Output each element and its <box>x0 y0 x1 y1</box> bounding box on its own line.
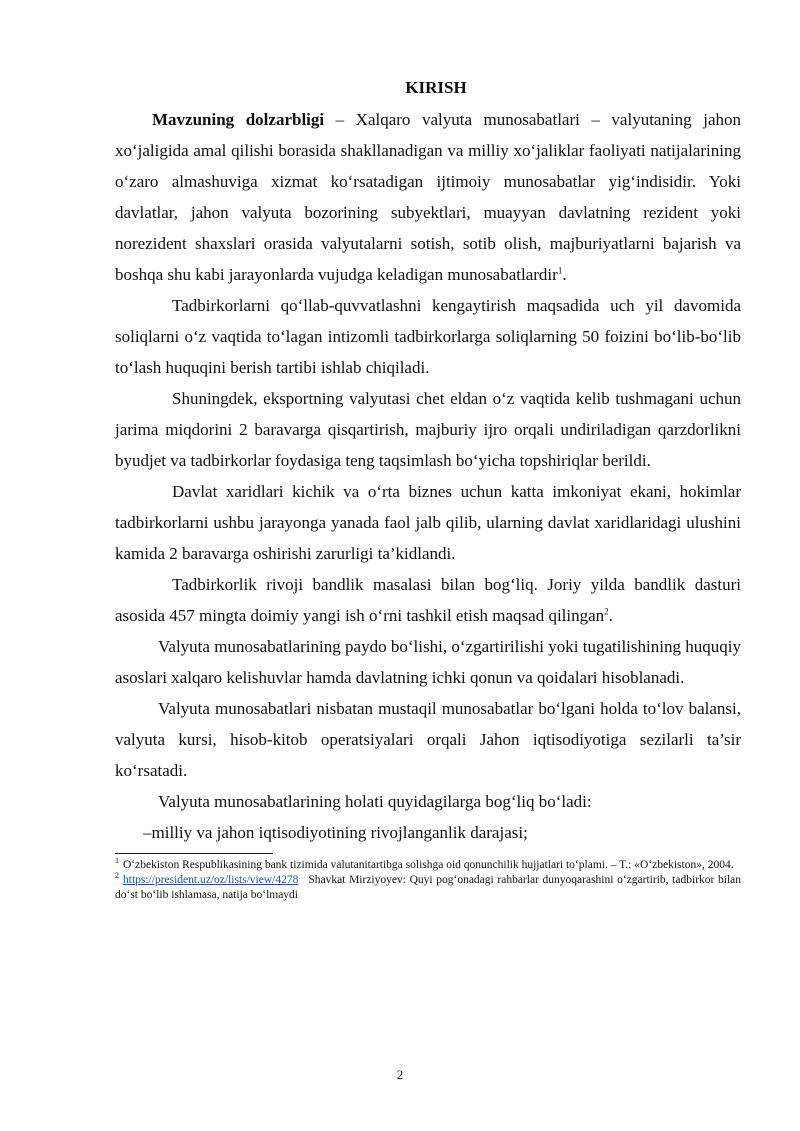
paragraph-5-text: Tadbirkorlik rivoji bandlik masalasi bilan bog‘liq. Joriy yilda bandlik dasturi asosida 457 mingta doimiy yangi ish o‘rni tashkil etish maqsad qilingan <box>115 575 741 625</box>
footnote-ref-1: 1 <box>557 265 563 276</box>
page-number: 2 <box>396 1067 404 1082</box>
footnote-2 <box>115 873 741 903</box>
intro-text: – Xalqaro valyuta munosabatlari – valyutaning jahon xo‘jaligida amal qilishi borasida shakllanadigan va milliy xo‘jaliklar faoliyati natijalarining o‘zaro almashuviga xizmat ko‘rsatadigan ijtimoiy munosabatlar yig‘indisidir. Yoki davlatlar, jahon valyuta bozorining subyektlari, muayyan davlatning rezident yoki norezident shaxslari orasida valyutalarni sotish, sotib olish, majburiyatlarni bajarish va boshqa shu kabi jarayonlarda vujudga keladigan munosabatlardir <box>115 110 741 284</box>
footnote-number: 2 <box>115 871 119 881</box>
paragraph-8: Valyuta munosabatlarining holati quyidagilarga bog‘liq bo‘ladi: <box>158 792 592 811</box>
paragraph-5 <box>115 569 741 631</box>
paragraph-2: Tadbirkorlarni qo‘llab-quvvatlashni kengaytirish maqsadida uch yil davomida soliqlarni o‘z vaqtida to‘lagan intizomli tadbirkorlarga soliqlarning 50 foizini bo‘lib-bo‘lib to‘lash huquqini berish tartibi ishlab chiqiladi. <box>115 296 741 377</box>
paragraph-5-tail: . <box>608 606 613 625</box>
intro-lead: Mavzuning dolzarbligi <box>152 110 325 129</box>
footnote-divider <box>115 853 273 854</box>
paragraph-7: Valyuta munosabatlari nisbatan mustaqil munosabatlar bo‘lgani holda to‘lov balansi, valyuta kursi, hisob-kitob operatsiyalari orqali Jahon iqtisodiyotiga sezilarli ta’sir ko‘rsatadi. <box>115 699 741 780</box>
intro-paragraph <box>115 104 741 290</box>
paragraph-3: Shuningdek, eksportning valyutasi chet eldan o‘z vaqtida kelib tushmagani uchun jarima miqdorini 2 baravarga qisqartirish, majburiy ijro orqali undiriladigan qarzdorlikni byudjet va tadbirkorlar foydasiga teng taqsimlash bo‘yicha topshiriqlar berildi. <box>115 389 741 470</box>
page-body <box>115 74 741 903</box>
footnote-ref-2: 2 <box>604 606 609 617</box>
intro-tail: . <box>562 265 567 284</box>
paragraph-6: Valyuta munosabatlarining paydo bo‘lishi, o‘zgartirilishi yoki tugatilishining huquqiy asoslari xalqaro kelishuvlar hamda davlatning ichki qonun va qoidalari hisoblanadi. <box>115 637 741 687</box>
footnote-text: O‘zbekiston Respublikasining bank tizimida valutanitartibga solishga oid qonunchilik hujjatlari to‘plami. – T.: «O‘zbekiston», 2004. <box>123 859 734 871</box>
section-heading: KIRISH <box>405 78 467 97</box>
list-item: –milliy va jahon iqtisodiyotining rivojlanganlik darajasi; <box>143 823 528 842</box>
footnote-1 <box>115 858 741 873</box>
footnote-text: Shavkat Mirziyoyev: Quyi pog‘onadagi rahbarlar dunyoqarashini o‘zgartirib, tadbirkor bilan do‘st bo‘lib ishlamasa, natija bo‘lmaydi <box>115 874 741 901</box>
footnote-link[interactable]: https://president.uz/oz/lists/view/4278 <box>123 874 299 886</box>
paragraph-4: Davlat xaridlari kichik va o‘rta biznes uchun katta imkoniyat ekani, hokimlar tadbirkorlarni ushbu jarayonga yanada faol jalb qilib, ularning davlat xaridlaridagi ulushini kamida 2 baravarga oshirishi zarurligi ta’kidlandi. <box>115 482 741 563</box>
footnote-number: 1 <box>115 856 119 866</box>
